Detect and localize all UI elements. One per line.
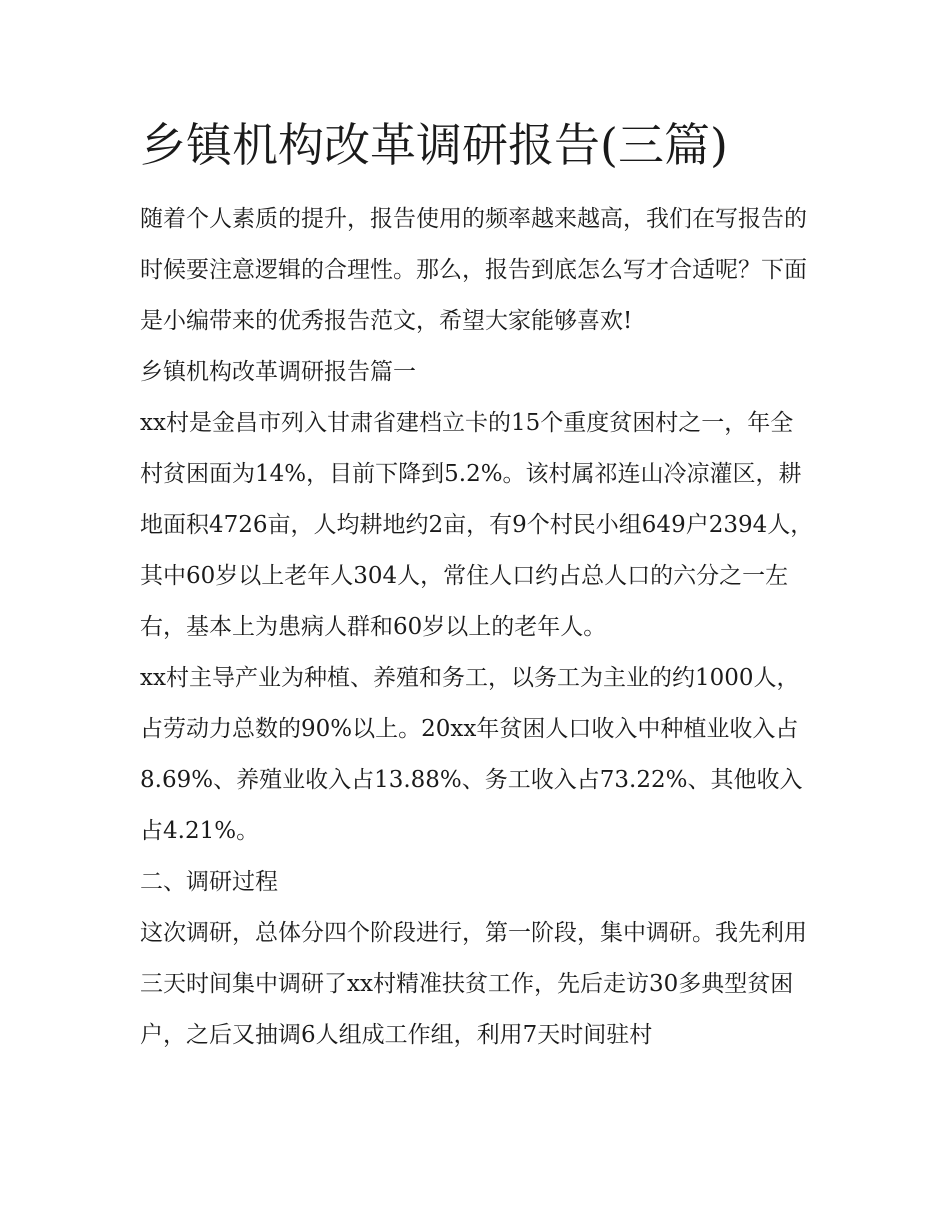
village-overview-paragraph: xx村是金昌市列入甘肃省建档立卡的15个重度贫困村之一，年全村贫困面为14%，目前下降到5.2%。该村属祁连山冷凉灌区，耕地面积4726亩，人均耕地约2亩，有9个村民小组649户2394人，其中60岁以上老年人304人，常住人口约占总人口的六分之一左右，基本上为患病人群和60岁以上的老年人。	[140, 410, 814, 640]
intro-paragraph: 随着个人素质的提升，报告使用的频率越来越高，我们在写报告的时候要注意逻辑的合理性。那么，报告到底怎么写才合适呢？下面是小编带来的优秀报告范文，希望大家能够喜欢!	[140, 206, 807, 334]
process-paragraph: 这次调研，总体分四个阶段进行，第一阶段，集中调研。我先利用三天时间集中调研了xx村精准扶贫工作，先后走访30多典型贫困户，之后又抽调6人组成工作组，利用7天时间驻村	[140, 920, 807, 1048]
document-title: 乡镇机构改革调研报告(三篇)	[140, 118, 728, 172]
industry-paragraph: xx村主导产业为种植、养殖和务工，以务工为主业的约1000人，占劳动力总数的90%以上。20xx年贫困人口收入中种植业收入占8.69%、养殖业收入占13.88%、务工收入占73.22%、其他收入占4.21%。	[140, 665, 803, 844]
section-heading-process: 二、调研过程	[140, 869, 278, 895]
section-heading-part-one: 乡镇机构改革调研报告篇一	[140, 359, 416, 385]
document-body	[140, 112, 815, 1061]
